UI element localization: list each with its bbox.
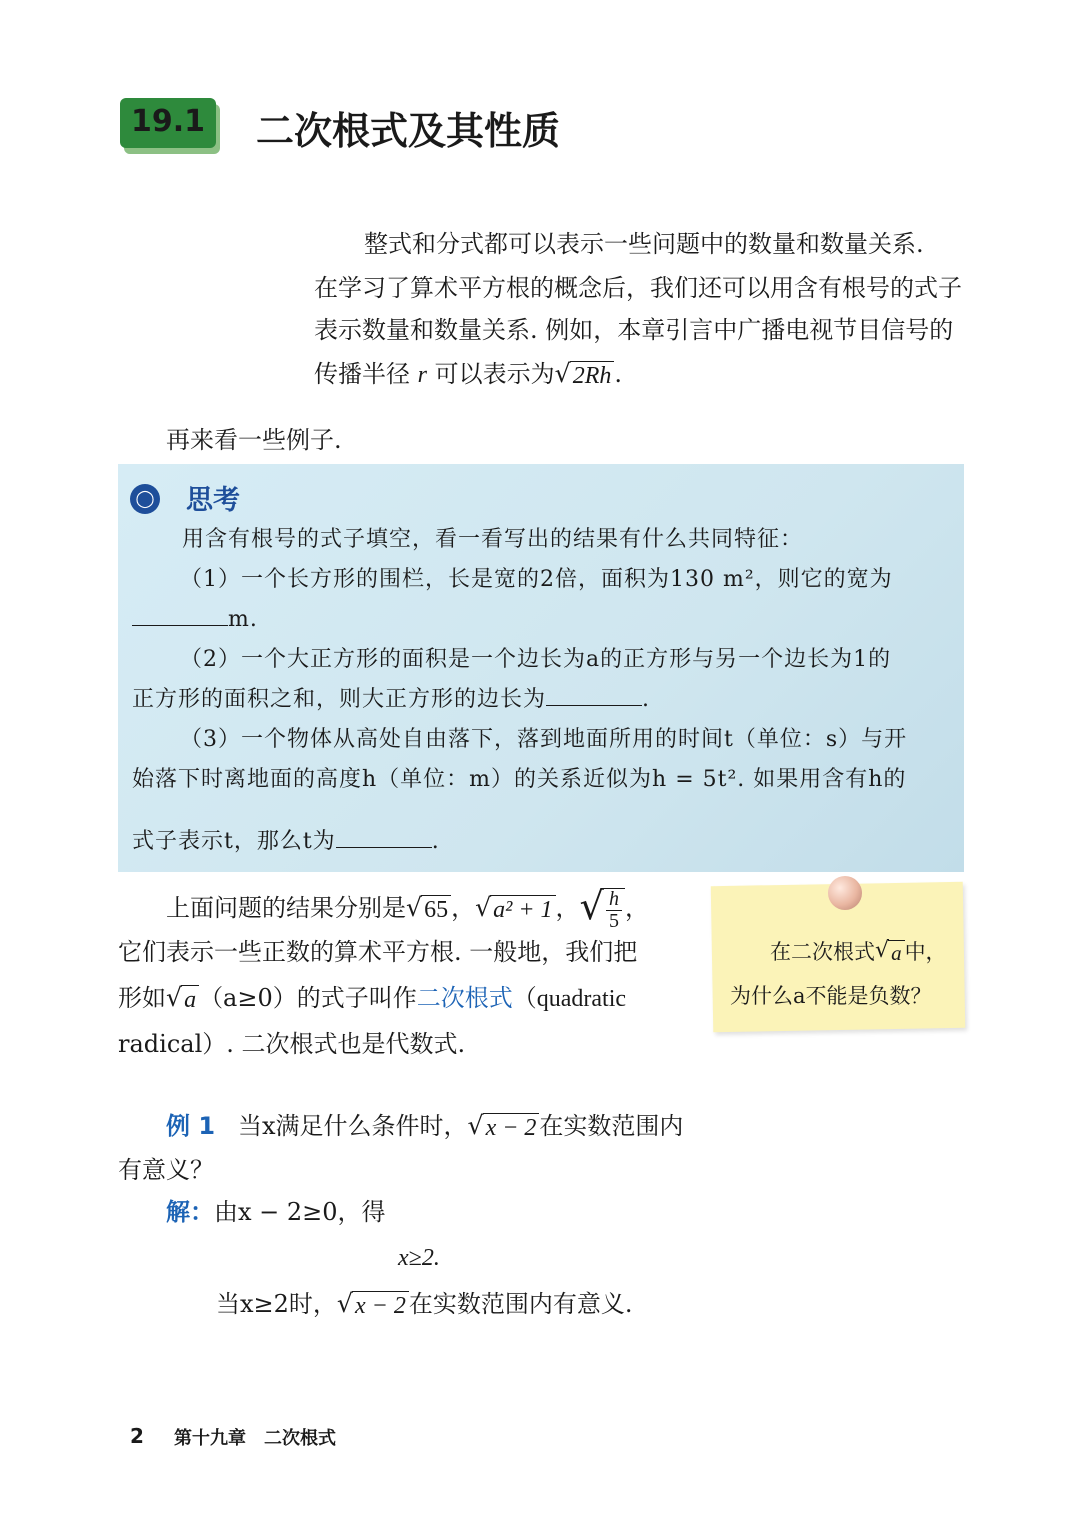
radical-a: √ a xyxy=(166,985,199,1015)
question-3-line-2: 始落下时离地面的高度h（单位：m）的关系近似为h = 5t². 如果用含有h的 xyxy=(132,767,907,792)
question-1-line-2: m. xyxy=(132,600,258,640)
radical-a2-plus-1: √ a² + 1 xyxy=(475,895,555,925)
radical-2Rh: √ 2Rh xyxy=(555,361,615,391)
example-1-solution-line-3: 当x≥2时， √ x − 2 在实数范围内有意义. xyxy=(216,1288,633,1319)
example-1-solution-line-2: x≥2. xyxy=(398,1245,440,1271)
question-3-line-1: （3）一个物体从高处自由落下，落到地面所用的时间t（单位：s）与开 xyxy=(180,727,908,752)
example-1-question-line-2: 有意义？ xyxy=(118,1156,214,1184)
term-quadratic-radical: 二次根式 xyxy=(416,984,513,1012)
intro-line-2: 在学习了算术平方根的概念后，我们还可以用含有根号的式子 xyxy=(314,274,962,302)
results-line-4: radical）. 二次根式也是代数式. xyxy=(118,1030,466,1058)
page-number: 2 xyxy=(130,1424,144,1448)
section-number: 19.1 xyxy=(130,104,206,139)
answer-blank-1[interactable] xyxy=(132,603,228,626)
question-3-line-3: 式子表示t，那么t为 . xyxy=(132,822,440,862)
section-title: 二次根式及其性质 xyxy=(256,109,561,153)
section-badge xyxy=(120,98,216,148)
question-2-line-1: （2）一个大正方形的面积是一个边长为a的正方形与另一个边长为1的 xyxy=(180,647,892,672)
chapter-title: 第十九章 二次根式 xyxy=(174,1428,336,1449)
example-1-question: 例 1 当x满足什么条件时， √ x − 2 在实数范围内 xyxy=(166,1110,684,1141)
think-instruction: 用含有根号的式子填空，看一看写出的结果有什么共同特征： xyxy=(182,527,804,552)
intro-line-3: 表示数量和数量关系. 例如，本章引言中广播电视节目信号的 xyxy=(314,316,954,344)
radical-h-over-5: √ $\frac{h}{5}$ xyxy=(580,888,625,932)
results-line-3: 形如 √ a （a≥0）的式子叫作二次根式（quadratic xyxy=(118,982,627,1013)
lightbulb-icon: ◯ xyxy=(130,484,160,514)
solution-label: 解： xyxy=(166,1198,214,1226)
radical-65: √ 65 xyxy=(406,895,451,925)
question-1-line-1: （1）一个长方形的围栏，长是宽的2倍，面积为130 m²，则它的宽为 xyxy=(180,567,893,592)
intro-line-4: 传播半径 r 可以表示为 √ 2Rh . xyxy=(314,358,622,389)
radical-x-minus-2: √ x − 2 xyxy=(468,1113,540,1143)
var-r: r xyxy=(417,362,427,388)
intro-line-1: 整式和分式都可以表示一些问题中的数量和数量关系. xyxy=(364,230,924,258)
question-2-line-2: 正方形的面积之和，则大正方形的边长为 . xyxy=(132,680,650,720)
side-note-line-1: 在二次根式 √ a 中， xyxy=(770,938,947,966)
answer-blank-2[interactable] xyxy=(546,683,642,706)
results-line-1: 上面问题的结果分别是 √ 65 ， √ a² + 1 ， √ $\frac{h}{5}$ ， xyxy=(166,883,649,932)
pushpin-icon xyxy=(828,876,862,910)
results-line-2: 它们表示一些正数的算术平方根. 一般地，我们把 xyxy=(118,938,638,966)
think-heading: 思考 xyxy=(186,485,240,516)
answer-blank-3[interactable] xyxy=(336,825,432,848)
more-examples-text: 再来看一些例子. xyxy=(166,426,342,454)
side-note-line-2: 为什么a不能是负数？ xyxy=(730,984,932,1008)
example-1-solution-line-1: 解：由x − 2≥0，得 xyxy=(166,1198,386,1226)
example-label: 例 1 xyxy=(166,1112,216,1140)
